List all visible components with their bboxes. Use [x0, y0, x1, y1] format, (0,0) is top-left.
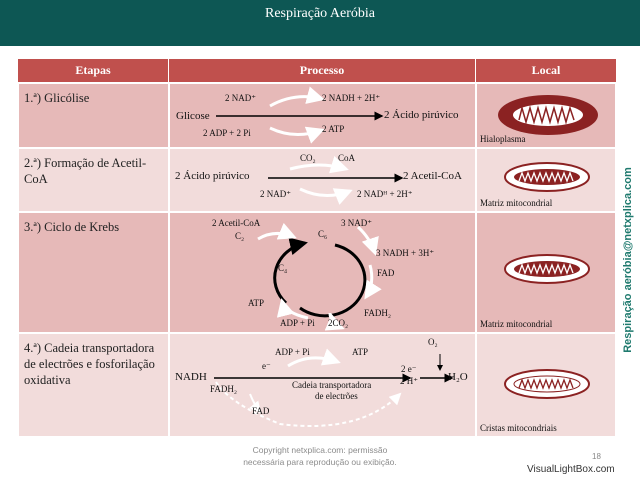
label-fadh: FADH₂	[364, 308, 391, 318]
row1-processo	[169, 83, 476, 148]
row2-processo	[169, 148, 476, 212]
footer-line-1: Copyright netxplica.com: permissão	[252, 445, 388, 455]
mitochondrion-icon	[477, 213, 615, 332]
label-nadh: 2 NADᴴ + 2H⁺	[357, 189, 413, 199]
label-acido: 2 Ácido pirúvico	[175, 170, 250, 182]
row4-etapa: 4.ª) Cadeia transportadora de electrões e fosforilação oxidativa	[18, 333, 169, 437]
label-e2: 2 e⁻	[401, 364, 417, 374]
row4-processo	[169, 333, 476, 437]
watermark: VisualLightBox.com	[527, 464, 615, 475]
label-atp: ATP	[248, 298, 265, 308]
label-nad: 2 NAD⁺	[260, 189, 291, 199]
sidebar-credit	[617, 160, 639, 360]
label-co2: 2CO₂	[328, 318, 349, 328]
footer-line-2: necessária para reprodução ou exibição.	[243, 457, 397, 467]
row1-local-label: Hialoplasma	[480, 134, 526, 144]
label-c4: C₄	[278, 263, 288, 273]
mitochondrion-icon	[477, 334, 615, 436]
row1-local	[476, 83, 616, 148]
label-nadh: 3 NADH + 3H⁺	[376, 248, 435, 258]
label-c2: C₂	[235, 231, 245, 241]
row3-processo	[169, 212, 476, 333]
label-co2: CO₂	[300, 153, 316, 163]
header-etapas: Etapas	[18, 59, 168, 82]
label-fad: FAD	[252, 406, 270, 416]
label-coa: CoA	[338, 153, 356, 163]
label-h2o: H₂O	[448, 371, 468, 383]
row2-local-label: Matriz mitocondrial	[480, 198, 553, 208]
label-e: e⁻	[262, 361, 271, 371]
label-acetil: 2 Acetil-CoA	[403, 170, 462, 182]
label-nad: 3 NAD⁺	[341, 218, 372, 228]
row4-local	[476, 333, 616, 437]
header-processo: Processo	[169, 59, 475, 82]
row3-etapa: 3.ª) Ciclo de Krebs	[18, 212, 169, 333]
footer	[200, 444, 440, 468]
label-nadh: 2 NADH + 2H⁺	[322, 93, 381, 103]
label-adp: ADP + Pi	[275, 347, 310, 357]
label-acetil: 2 Acetil-CoA	[212, 218, 261, 228]
row3-local-label: Matriz mitocondrial	[480, 319, 553, 329]
label-o2: O₂	[428, 337, 438, 347]
label-nad: 2 NAD⁺	[225, 93, 256, 103]
label-adp: 2 ADP + 2 Pi	[203, 128, 251, 138]
sidebar-credit-text: Respiração aeróbia@netxplica.com	[622, 167, 634, 353]
row3-local	[476, 212, 616, 333]
label-cadeia-1: Cadeia transportadora	[292, 380, 372, 390]
row1-etapa: 1.ª) Glicólise	[18, 83, 169, 148]
label-h: 2 H⁺	[400, 376, 418, 386]
label-acido: 2 Ácido pirúvico	[384, 109, 459, 121]
label-fadh: FADH₂	[210, 384, 237, 394]
label-fad: FAD	[377, 268, 395, 278]
label-c6: C₆	[318, 229, 328, 239]
label-nadh: NADH	[175, 371, 207, 383]
label-adp: ADP + Pi	[280, 318, 315, 328]
row2-etapa: 2.ª) Formação de Acetil-CoA	[18, 148, 169, 212]
header-local: Local	[476, 59, 616, 82]
row4-local-label: Cristas mitocondriais	[480, 423, 557, 433]
label-atp: ATP	[352, 347, 369, 357]
row2-local	[476, 148, 616, 212]
label-atp: 2 ATP	[322, 124, 345, 134]
page-number: 18	[592, 452, 601, 461]
slide-title: Respiração Aeróbia	[264, 6, 375, 21]
label-glicose: Glicose	[176, 110, 210, 122]
label-cadeia-2: de electrões	[315, 391, 358, 401]
